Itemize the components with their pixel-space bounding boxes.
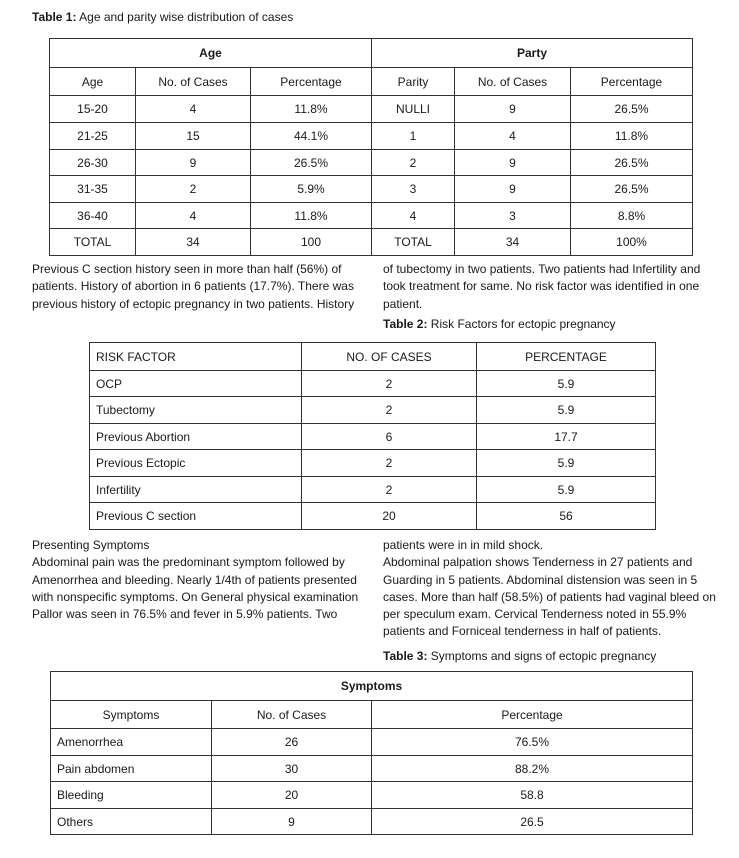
- table-cell: Previous Ectopic: [90, 450, 302, 477]
- table-cell: Tubectomy: [90, 397, 302, 424]
- table-cell: Infertility: [90, 477, 302, 503]
- table-cell: Previous C section: [90, 503, 302, 530]
- table-cell: 5.9%: [251, 176, 372, 203]
- table-cell: 26.5%: [571, 176, 693, 203]
- table-cell: 100: [251, 229, 372, 256]
- paragraph-risk-history-left: [32, 261, 360, 313]
- table-cell: 2: [302, 477, 477, 503]
- table1-caption: [32, 10, 293, 24]
- table3: [50, 671, 693, 835]
- table3-caption-text: Symptoms and signs of ectopic pregnancy: [427, 649, 657, 663]
- table-cell: 9: [455, 176, 571, 203]
- table3-caption: [383, 649, 656, 663]
- table-cell: 26-30: [50, 150, 136, 176]
- table-cell: 26.5%: [571, 150, 693, 176]
- table-row: [50, 150, 693, 176]
- table-cell: Previous Abortion: [90, 424, 302, 450]
- text-line: Amenorrhea and bleeding. Nearly 1/4th of patients presented: [32, 572, 357, 587]
- table-cell: 2: [302, 450, 477, 477]
- table3-header-cases: No. of Cases: [212, 701, 372, 729]
- table-cell: 9: [136, 150, 251, 176]
- section-heading: Presenting Symptoms: [32, 538, 150, 552]
- text-line: of tubectomy in two patients. Two patients had Infertility and: [383, 262, 701, 276]
- table1-caption-text: Age and parity wise distribution of cases: [76, 10, 294, 24]
- table-cell: 31-35: [50, 176, 136, 203]
- table-cell: 3: [372, 176, 455, 203]
- table3-header-symptoms: Symptoms: [51, 701, 212, 729]
- table-cell: 76.5%: [372, 729, 693, 756]
- table-row: [50, 176, 693, 203]
- table-row: [51, 729, 693, 756]
- table2-caption-label: Table 2:: [383, 317, 428, 331]
- table-row: [51, 809, 693, 835]
- table-cell: 26.5%: [571, 96, 693, 123]
- table1: [49, 38, 693, 256]
- table-cell: Amenorrhea: [51, 729, 212, 756]
- table-cell: 11.8%: [571, 123, 693, 150]
- table-cell: 1: [372, 123, 455, 150]
- table-cell: 36-40: [50, 203, 136, 229]
- table2-caption-text: Risk Factors for ectopic pregnancy: [427, 317, 616, 331]
- table2-header-percentage: PERCENTAGE: [477, 343, 656, 371]
- table3-group-symptoms: Symptoms: [51, 672, 693, 701]
- table1-group-age: Age: [50, 39, 372, 68]
- table-cell: 5.9: [477, 397, 656, 424]
- text-line: previous history of ectopic pregnancy in two patients. History: [32, 296, 355, 311]
- table-cell: 100%: [571, 229, 693, 256]
- table-cell: 26.5%: [251, 150, 372, 176]
- table-row-total: [50, 229, 693, 256]
- table-cell: 15: [136, 123, 251, 150]
- table-cell: Others: [51, 809, 212, 835]
- table-cell: 3: [455, 203, 571, 229]
- table-row: [51, 756, 693, 782]
- table-cell: 6: [302, 424, 477, 450]
- text-line: Pallor was seen in 76.5% and fever in 5.9% patients. Two: [32, 607, 338, 622]
- table-cell: 9: [212, 809, 372, 835]
- table-cell: 56: [477, 503, 656, 530]
- table-cell: 58.8: [372, 782, 693, 809]
- table2-header-risk-factor: RISK FACTOR: [90, 343, 302, 371]
- table1-header-parity: Parity: [372, 68, 455, 96]
- text-line: patient.: [383, 296, 423, 311]
- text-line: with nonspecific symptoms. On General physical examination: [32, 589, 359, 604]
- table-cell: 4: [372, 203, 455, 229]
- table-row: [90, 397, 656, 424]
- table-cell: Bleeding: [51, 782, 212, 809]
- table-cell: 17.7: [477, 424, 656, 450]
- table-cell: 88.2%: [372, 756, 693, 782]
- table2-caption: [383, 317, 616, 331]
- table3-header-percentage: Percentage: [372, 701, 693, 729]
- table-cell: 9: [455, 96, 571, 123]
- text-line: Abdominal palpation shows Tenderness in 27 patients and: [383, 555, 693, 570]
- text-line: cases. More than half (58.5%) of patients had vaginal bleed on: [383, 589, 716, 604]
- table3-caption-label: Table 3:: [383, 649, 428, 663]
- table-row: [90, 477, 656, 503]
- table-row: [50, 96, 693, 123]
- table-row: [90, 371, 656, 397]
- text-line: Guarding in 5 patients. Abdominal distension was seen in 5: [383, 572, 698, 587]
- table-cell: 5.9: [477, 450, 656, 477]
- table1-caption-label: Table 1:: [32, 10, 77, 24]
- table-cell: 34: [136, 229, 251, 256]
- table1-group-party: Party: [372, 39, 693, 68]
- table-cell: 9: [455, 150, 571, 176]
- table1-header-parity-percentage: Percentage: [571, 68, 693, 96]
- table-cell: 8.8%: [571, 203, 693, 229]
- table-cell: 34: [455, 229, 571, 256]
- table-cell: 2: [136, 176, 251, 203]
- text-line: per speculum exam. Cervical Tenderness noted in 55.9%: [383, 607, 687, 622]
- table-row: [51, 782, 693, 809]
- table-cell: 26: [212, 729, 372, 756]
- table-cell: 5.9: [477, 371, 656, 397]
- table-cell: Pain abdomen: [51, 756, 212, 782]
- paragraph-risk-history-right: [383, 261, 713, 313]
- table-cell: 2: [302, 371, 477, 397]
- table-cell: 4: [136, 203, 251, 229]
- table-cell: 11.8%: [251, 203, 372, 229]
- table-cell: 30: [212, 756, 372, 782]
- text-line: patients and Forniceal tenderness in half of patients.: [383, 624, 662, 639]
- table-row: [50, 123, 693, 150]
- text-line: Abdominal pain was the predominant symptom followed by: [32, 555, 345, 570]
- table-cell: NULLI: [372, 96, 455, 123]
- table-cell: 11.8%: [251, 96, 372, 123]
- table-cell: 2: [302, 397, 477, 424]
- table2: [89, 342, 656, 530]
- table-cell: 26.5: [372, 809, 693, 835]
- table-row: [90, 424, 656, 450]
- table1-header-age: Age: [50, 68, 136, 96]
- text-line: patients were in in mild shock.: [383, 538, 544, 552]
- table-cell: 20: [212, 782, 372, 809]
- table-row: [50, 203, 693, 229]
- table-cell: TOTAL: [50, 229, 136, 256]
- paragraph-symptoms-left: [32, 537, 360, 623]
- table-cell: 2: [372, 150, 455, 176]
- table-cell: 44.1%: [251, 123, 372, 150]
- table-cell: 4: [136, 96, 251, 123]
- table2-header-cases: NO. OF CASES: [302, 343, 477, 371]
- paragraph-symptoms-right: [383, 537, 716, 641]
- table-row: [90, 450, 656, 477]
- table-row: [90, 503, 656, 530]
- table-cell: 5.9: [477, 477, 656, 503]
- table-cell: OCP: [90, 371, 302, 397]
- table1-header-age-cases: No. of Cases: [136, 68, 251, 96]
- table-cell: 4: [455, 123, 571, 150]
- text-line: patients. History of abortion in 6 patients (17.7%). There was: [32, 279, 354, 294]
- table1-header-age-percentage: Percentage: [251, 68, 372, 96]
- table-cell: 15-20: [50, 96, 136, 123]
- table-cell: 20: [302, 503, 477, 530]
- table-cell: 21-25: [50, 123, 136, 150]
- text-line: Previous C section history seen in more than half (56%) of: [32, 262, 342, 276]
- table-cell: TOTAL: [372, 229, 455, 256]
- text-line: took treatment for same. No risk factor was identified in one: [383, 279, 700, 294]
- table1-header-parity-cases: No. of Cases: [455, 68, 571, 96]
